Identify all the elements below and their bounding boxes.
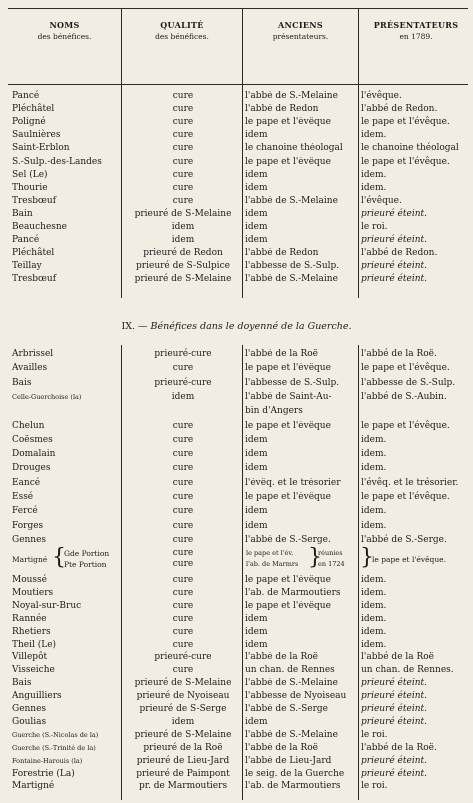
presentateur-1789: le roi. <box>361 729 388 740</box>
benefice-name: Moussé <box>12 575 47 585</box>
benefice-qualite: cure <box>172 600 194 611</box>
benefice-name: Villepôt <box>12 652 48 663</box>
benefice-qualite: cure <box>172 575 194 585</box>
benefice-qualite: prieuré de Nyoiseau <box>136 691 230 702</box>
benefice-qualite: cure <box>172 363 194 374</box>
benefice-name: Arbrissel <box>12 349 54 359</box>
ancien-presentateur: l'ab. de Marmoutiers <box>245 587 341 598</box>
benefice-name: Rhetiers <box>12 626 51 637</box>
benefice-qualite: prieuré de S-Serge <box>139 704 227 714</box>
ancien-presentateur: idem <box>245 208 268 219</box>
table-row <box>0 535 473 546</box>
benefice-name: Bais <box>12 678 32 689</box>
benefice-qualite: cure <box>172 520 194 531</box>
presentateur-1789: l'abbesse de S.-Sulp. <box>361 377 456 388</box>
table-row <box>0 652 473 663</box>
benefice-name: Domalain <box>12 449 56 460</box>
benefice-qualite: cure <box>172 143 194 154</box>
benefice-name: Sel (Le) <box>12 169 48 180</box>
benefice-name: Chelun <box>12 420 45 431</box>
table-row <box>0 363 473 374</box>
presentateur-1789: idem. <box>361 613 387 624</box>
presentateur-1789: idem. <box>361 520 387 531</box>
benefice-name: Fercé <box>12 506 38 517</box>
table-row <box>0 170 473 181</box>
table-row <box>0 521 473 532</box>
ancien-presentateur: idem <box>245 449 268 460</box>
martigne-pres-2: l'ab. de Marmrs <box>246 560 299 568</box>
benefice-name: Teillay <box>12 261 42 272</box>
benefice-qualite: cure <box>172 492 194 502</box>
presentateur-1789: prieuré éteint. <box>361 755 427 766</box>
header-top-rule <box>8 8 468 9</box>
martigne-union-2: en 1724 <box>318 560 345 568</box>
presentateur-1789: idem. <box>361 449 387 460</box>
benefice-qualite: cure <box>172 626 194 637</box>
section-text: Bénéfices dans le doyenné de la Guerche. <box>150 321 352 332</box>
ancien-presentateur: l'abbé de S.-Melaine <box>245 678 338 689</box>
martigne-row <box>0 545 473 572</box>
presentateur-1789: le pape et l'évêque. <box>361 117 450 128</box>
benefice-name: Pancé <box>12 235 40 246</box>
table-row <box>0 349 473 360</box>
ancien-presentateur: l'abbé de S.-Melaine <box>245 195 338 206</box>
ancien-presentateur: l'abbé de la Roë <box>245 742 319 753</box>
benefice-name: Saulnières <box>12 130 61 141</box>
benefice-qualite: cure <box>172 613 194 624</box>
table-row <box>0 730 473 741</box>
table-row <box>0 130 473 141</box>
benefice-name: Poligné <box>12 117 46 128</box>
presentateur-1789: l'abbé de Redon. <box>361 248 438 259</box>
header-noms <box>12 20 117 42</box>
ancien-presentateur: l'évêq. et le trésorier <box>245 477 341 488</box>
benefice-qualite: cure <box>172 434 194 445</box>
ancien-presentateur: l'abbé de S.-Serge. <box>245 534 331 545</box>
table-row <box>0 143 473 154</box>
benefice-qualite: prieuré-cure <box>154 377 212 388</box>
header-noms-title: NOMS <box>49 20 80 30</box>
ancien-presentateur: l'abbé de S.-Melaine <box>245 729 338 740</box>
benefice-qualite: prieuré de S-Melaine <box>134 208 232 219</box>
presentateur-1789: l'évêq. et le trésorier. <box>361 477 459 488</box>
presentateur-1789: prieuré éteint. <box>361 261 427 272</box>
table-row <box>0 406 473 417</box>
benefice-name: Coësmes <box>12 434 53 445</box>
table-row <box>0 756 473 767</box>
ancien-presentateur: le pape et l'évêque <box>245 492 331 502</box>
presentateur-1789: idem. <box>361 169 387 180</box>
header-qualite <box>123 20 241 42</box>
benefice-name: Pléchâtel <box>12 248 55 259</box>
benefice-qualite: idem <box>171 235 195 246</box>
header-noms-sub: des bénéfices. <box>37 32 92 41</box>
table-row <box>0 157 473 168</box>
table-row <box>0 378 473 389</box>
table-row <box>0 506 473 517</box>
benefice-qualite: cure <box>172 639 194 650</box>
presentateur-1789: prieuré éteint. <box>361 678 427 689</box>
ancien-presentateur: idem <box>245 520 268 531</box>
martigne-portion-2: Pte Portion <box>64 560 107 569</box>
table-row <box>0 117 473 128</box>
benefice-name: Availles <box>12 363 48 374</box>
presentateur-1789: prieuré éteint. <box>361 208 427 219</box>
table-row <box>0 196 473 207</box>
benefice-name: Noyal-sur-Bruc <box>12 600 82 611</box>
martigne-name: Martigné <box>12 555 48 564</box>
martigne-brace-mid: } <box>308 545 322 570</box>
presentateur-1789: prieuré éteint. <box>361 704 427 714</box>
ancien-presentateur: le seig. de la Guerche <box>245 768 345 779</box>
benefice-qualite: prieuré de la Roë <box>143 742 223 753</box>
header-presentateurs <box>360 20 472 42</box>
presentateur-1789: le pape et l'évêque. <box>361 156 450 167</box>
table-row <box>0 392 473 403</box>
table-row <box>0 627 473 638</box>
benefice-qualite: cure <box>172 506 194 517</box>
ancien-presentateur: l'abbé de Saint-Au- <box>245 391 332 402</box>
martigne-pres1789: le pape et l'évêque. <box>372 555 446 564</box>
benefice-name: Celle-Guerchoise (la) <box>12 392 82 401</box>
table-row <box>0 717 473 728</box>
presentateur-1789: idem. <box>361 587 387 598</box>
benefice-qualite: prieuré de S-Melaine <box>134 274 232 285</box>
table-row <box>0 704 473 715</box>
presentateur-1789: prieuré éteint. <box>361 235 427 246</box>
benefice-qualite: cure <box>172 463 194 474</box>
benefice-name: Bain <box>12 208 33 219</box>
presentateur-1789: l'abbé de la Roë. <box>361 349 437 359</box>
benefice-name: Anguilliers <box>12 691 62 702</box>
ancien-presentateur: l'abbesse de S.-Sulp. <box>245 261 340 272</box>
ancien-presentateur: idem <box>245 626 268 637</box>
presentateur-1789: prieuré éteint. <box>361 274 427 285</box>
presentateur-1789: l'abbé de S.-Serge. <box>361 534 447 545</box>
benefice-name: Bais <box>12 377 32 388</box>
ancien-presentateur: idem <box>245 613 268 624</box>
martigne-brace-left: { <box>52 545 66 570</box>
benefice-name: Eancé <box>12 477 41 488</box>
ancien-presentateur: idem <box>245 463 268 474</box>
table-row <box>0 492 473 503</box>
header-qualite-title: QUALITÉ <box>160 20 204 30</box>
header-anciens-title: ANCIENS <box>278 20 323 30</box>
benefice-qualite: cure <box>172 420 194 431</box>
table-row <box>0 248 473 259</box>
presentateur-1789: l'abbé de Redon. <box>361 104 438 115</box>
presentateur-1789: l'évêque. <box>361 195 402 206</box>
table-row <box>0 588 473 599</box>
benefice-name: Essé <box>12 492 34 502</box>
presentateur-1789: prieuré éteint. <box>361 691 427 702</box>
header-anciens-sub: présentateurs. <box>272 32 329 41</box>
benefice-name: Rannée <box>12 613 47 624</box>
ancien-presentateur: le pape et l'évêque <box>245 600 331 611</box>
header-anciens <box>244 20 357 42</box>
ancien-presentateur: l'abbé de S.-Melaine <box>245 91 338 101</box>
table-row <box>0 421 473 432</box>
benefice-qualite: idem <box>171 391 195 402</box>
header-bottom-rule <box>8 84 468 85</box>
ancien-presentateur: idem <box>245 222 268 232</box>
benefice-name: Fontaine-Harouis (la) <box>12 756 83 765</box>
ancien-presentateur: bin d'Angers <box>245 406 303 417</box>
benefice-qualite: prieuré de S-Melaine <box>134 729 232 740</box>
ancien-presentateur: idem <box>245 235 268 246</box>
benefice-name: Beauchesne <box>12 222 68 232</box>
table-row <box>0 209 473 220</box>
ancien-presentateur: le pape et l'évêque <box>245 575 331 585</box>
ancien-presentateur: idem <box>245 716 268 727</box>
table-row <box>0 769 473 780</box>
ancien-presentateur: l'abbé de S.-Serge <box>245 704 329 714</box>
benefice-qualite: cure <box>172 449 194 460</box>
ancien-presentateur: l'abbé de Redon <box>245 248 319 259</box>
presentateur-1789: le roi. <box>361 222 388 232</box>
ancien-presentateur: l'abbé de la Roë <box>245 349 319 359</box>
ancien-presentateur: idem <box>245 434 268 445</box>
table-row <box>0 743 473 754</box>
ancien-presentateur: un chan. de Rennes <box>245 665 335 676</box>
martigne-brace-right: } <box>360 545 374 570</box>
ancien-presentateur: le pape et l'évêque <box>245 156 331 167</box>
section-title <box>0 321 473 332</box>
benefice-qualite: cure <box>172 130 194 141</box>
presentateur-1789: idem. <box>361 600 387 611</box>
benefice-qualite: cure <box>172 477 194 488</box>
table-row <box>0 478 473 489</box>
benefice-qualite: prieuré de S-Sulpice <box>136 261 230 272</box>
presentateur-1789: le pape et l'évêque. <box>361 492 450 502</box>
table-row <box>0 691 473 702</box>
martigne-portion-1: Gde Portion <box>64 549 110 558</box>
table-row <box>0 463 473 474</box>
table-row <box>0 665 473 676</box>
benefice-name: Guerche (S.-Trinité de la) <box>12 743 96 752</box>
ancien-presentateur: idem <box>245 182 268 193</box>
presentateur-1789: le pape et l'évêque. <box>361 363 450 374</box>
presentateur-1789: prieuré éteint. <box>361 716 427 727</box>
table-row <box>0 781 473 792</box>
martigne-qualite-2: cure <box>172 559 194 569</box>
presentateur-1789: idem. <box>361 626 387 637</box>
benefice-name: Pancé <box>12 91 40 101</box>
presentateur-1789: le chanoine théologal <box>361 143 459 154</box>
benefice-name: Visseiche <box>12 665 55 676</box>
benefice-name: Drouges <box>12 463 51 474</box>
ancien-presentateur: le pape et l'évêque <box>245 117 331 128</box>
benefice-name: Martigné <box>12 781 55 792</box>
benefice-name: Thourie <box>12 182 48 193</box>
table-row <box>0 104 473 115</box>
table-row <box>0 449 473 460</box>
ancien-presentateur: idem <box>245 169 268 180</box>
benefice-name: Saint-Erblon <box>12 143 70 154</box>
table-row <box>0 601 473 612</box>
benefice-name: Goulias <box>12 716 47 727</box>
presentateur-1789: idem. <box>361 463 387 474</box>
benefice-name: Gennes <box>12 704 47 714</box>
benefice-qualite: idem <box>171 222 195 232</box>
martigne-union-1: réunies <box>318 549 343 557</box>
benefice-qualite: idem <box>171 716 195 727</box>
header-presentateurs-title: PRÉSENTATEURS <box>373 20 459 30</box>
benefice-qualite: cure <box>172 169 194 180</box>
table-row <box>0 91 473 102</box>
ancien-presentateur: l'abbesse de S.-Sulp. <box>245 377 340 388</box>
benefice-name: Gennes <box>12 534 47 545</box>
benefice-name: Forges <box>12 520 44 531</box>
presentateur-1789: un chan. de Rennes. <box>361 665 454 676</box>
presentateur-1789: l'abbé de S.-Aubin. <box>361 391 447 402</box>
table-row <box>0 183 473 194</box>
benefice-qualite: prieuré-cure <box>154 652 212 663</box>
presentateur-1789: l'évêque. <box>361 91 402 101</box>
presentateur-1789: l'abbé de la Roë <box>361 652 435 663</box>
presentateur-1789: idem. <box>361 182 387 193</box>
martigne-pres-1: le pape et l'év. <box>246 549 294 557</box>
benefice-qualite: pr. de Marmoutiers <box>138 781 228 792</box>
benefice-qualite: cure <box>172 117 194 128</box>
benefice-qualite: cure <box>172 665 194 676</box>
presentateur-1789: le roi. <box>361 781 388 792</box>
header-presentateurs-sub: en 1789. <box>399 32 433 41</box>
benefice-name: Tresbœuf <box>12 274 57 285</box>
section-number: IX. — <box>121 321 148 332</box>
benefice-qualite: cure <box>172 587 194 598</box>
benefice-qualite: cure <box>172 91 194 101</box>
presentateur-1789: idem. <box>361 130 387 141</box>
table-row <box>0 614 473 625</box>
ancien-presentateur: l'abbé de Redon <box>245 104 319 115</box>
benefice-name: Tresbœuf <box>12 195 57 206</box>
header-qualite-sub: des bénéfices. <box>155 32 209 41</box>
ancien-presentateur: le pape et l'évêque <box>245 420 331 431</box>
ancien-presentateur: idem <box>245 639 268 650</box>
benefice-name: Guerche (S.-Nicolas de la) <box>12 730 99 739</box>
ancien-presentateur: l'abbesse de Nyoiseau <box>245 691 347 702</box>
benefice-qualite: cure <box>172 182 194 193</box>
table-row <box>0 575 473 586</box>
benefice-qualite: cure <box>172 104 194 115</box>
table-row <box>0 274 473 285</box>
benefice-name: Forestrie (La) <box>12 768 75 779</box>
ancien-presentateur: idem <box>245 506 268 517</box>
table-row <box>0 222 473 233</box>
presentateur-1789: idem. <box>361 575 387 585</box>
benefice-name: S.-Sulp.-des-Landes <box>12 156 102 167</box>
benefice-qualite: prieuré de Redon <box>143 248 223 259</box>
ancien-presentateur: l'abbé de la Roë <box>245 652 319 663</box>
presentateur-1789: le pape et l'évêque. <box>361 420 450 431</box>
benefice-qualite: prieuré-cure <box>154 349 212 359</box>
benefice-name: Theil (Le) <box>12 639 57 650</box>
benefice-qualite: prieuré de Lieu-Jard <box>136 755 230 766</box>
benefice-qualite: prieuré de S-Melaine <box>134 678 232 689</box>
benefice-name: Pléchâtel <box>12 104 55 115</box>
benefice-qualite: cure <box>172 156 194 167</box>
ancien-presentateur: le chanoine théologal <box>245 143 343 154</box>
table-row <box>0 261 473 272</box>
ancien-presentateur: idem <box>245 130 268 141</box>
benefice-qualite: prieuré de Paimpont <box>136 768 230 779</box>
table-row <box>0 235 473 246</box>
presentateur-1789: idem. <box>361 434 387 445</box>
benefice-name: Moutiers <box>12 587 54 598</box>
table-row <box>0 435 473 446</box>
martigne-qualite-1: cure <box>172 548 194 558</box>
ancien-presentateur: l'ab. de Marmoutiers <box>245 781 341 792</box>
presentateur-1789: idem. <box>361 639 387 650</box>
benefice-qualite: cure <box>172 534 194 545</box>
presentateur-1789: prieuré éteint. <box>361 768 427 779</box>
ancien-presentateur: l'abbé de Lieu-Jard <box>245 755 332 766</box>
presentateur-1789: l'abbé de la Roë. <box>361 742 437 753</box>
ancien-presentateur: l'abbé de S.-Melaine <box>245 274 338 285</box>
benefice-qualite: cure <box>172 195 194 206</box>
table-row <box>0 640 473 651</box>
table-row <box>0 678 473 689</box>
presentateur-1789: idem. <box>361 506 387 517</box>
ancien-presentateur: le pape et l'évêque <box>245 363 331 374</box>
